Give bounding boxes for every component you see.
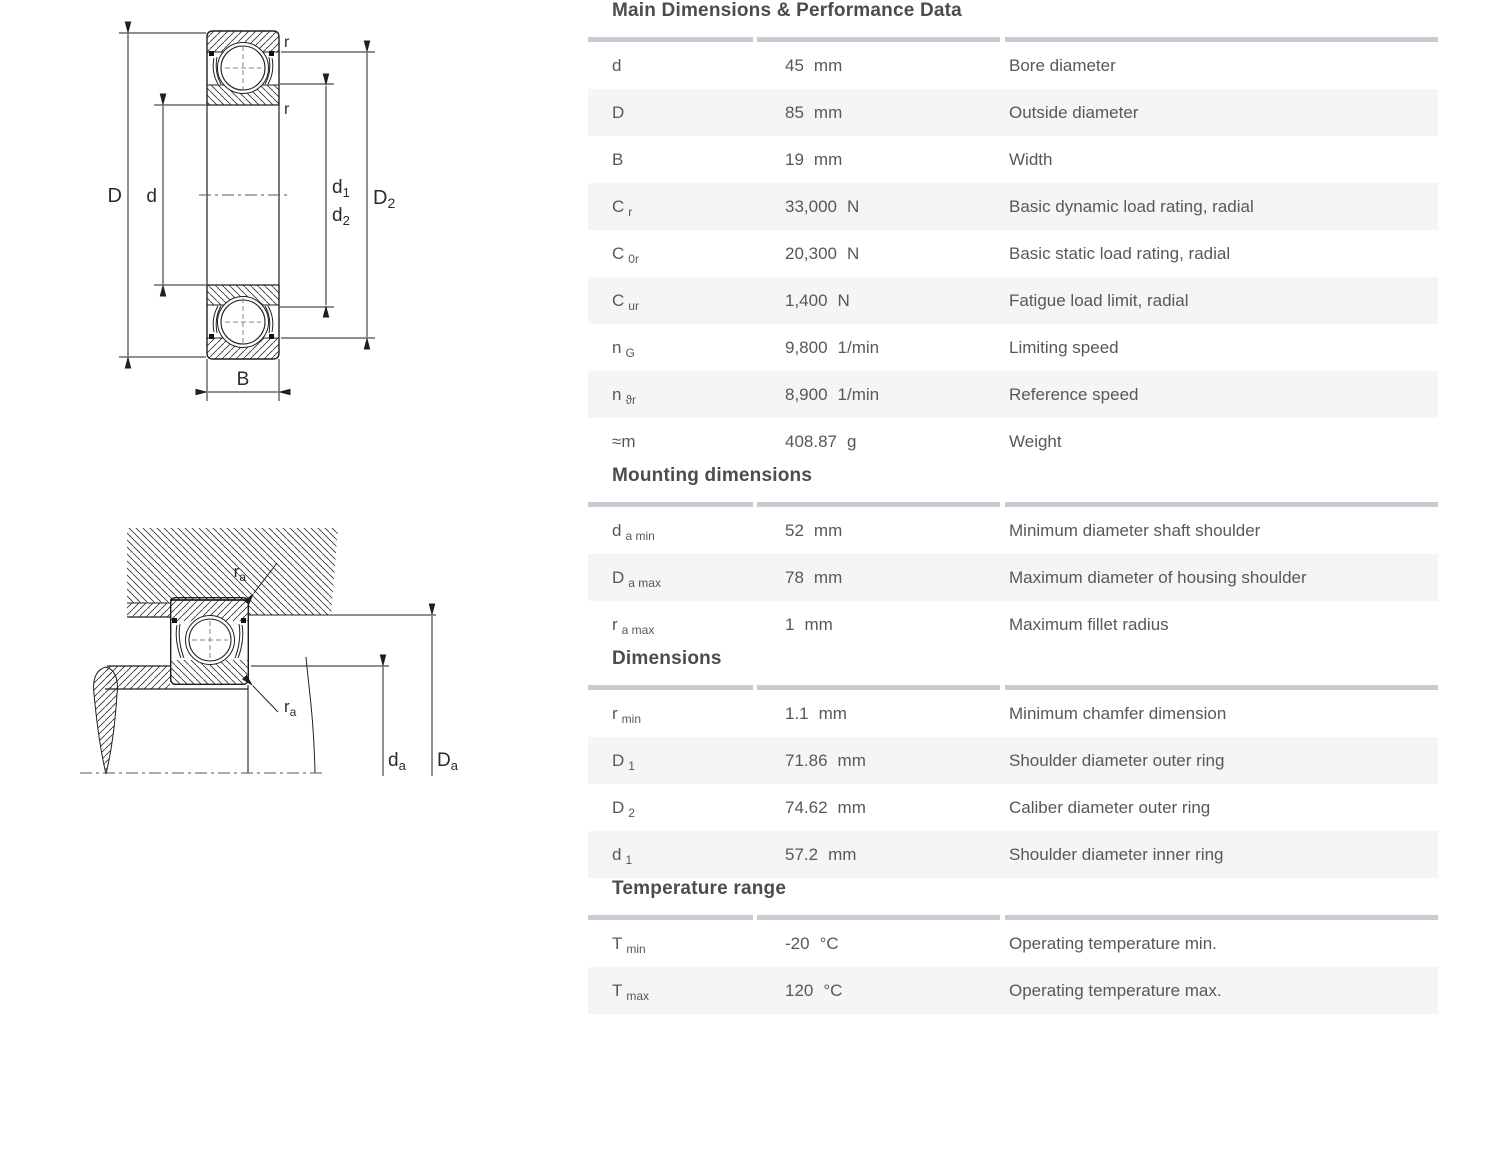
table-row-Cr	[588, 183, 1438, 230]
symbol-cell	[588, 338, 757, 358]
bearing-bottom-section	[207, 285, 279, 359]
symbol-subscript: 0r	[628, 251, 639, 266]
symbol-cell	[588, 385, 757, 405]
cross-section-drawing	[108, 31, 396, 401]
symbol: T	[612, 980, 623, 1000]
unit: N	[847, 243, 860, 263]
unit: 1/min	[837, 384, 880, 404]
dim-label-D2: $D_2$	[373, 187, 396, 211]
housing-ledge	[127, 603, 170, 617]
table-top-border	[588, 502, 1438, 507]
description: Operating temperature min.	[1009, 933, 1217, 953]
symbol: D	[612, 567, 625, 587]
shield-anchor	[241, 618, 246, 623]
symbol: d	[612, 844, 622, 864]
symbol-subscript: ur	[628, 298, 639, 313]
description: Limiting speed	[1009, 337, 1119, 357]
value: 57.2	[785, 844, 819, 864]
symbol: n	[612, 337, 622, 357]
symbol-subscript: r	[628, 204, 633, 219]
dimension-d	[154, 105, 206, 285]
value: 1.1	[785, 703, 809, 723]
table-row-Da-max	[588, 554, 1438, 601]
symbol-cell	[588, 291, 757, 311]
description: Maximum diameter of housing shoulder	[1009, 567, 1307, 587]
table-row-D	[588, 89, 1438, 136]
unit: mm	[813, 567, 843, 587]
description: Minimum chamfer dimension	[1009, 703, 1227, 723]
symbol-cell	[588, 432, 757, 452]
unit: mm	[813, 520, 843, 540]
description: Basic static load rating, radial	[1009, 243, 1231, 263]
value: 9,800	[785, 337, 828, 357]
value-cell	[757, 751, 1005, 771]
dim-label-ra-top: $r_a$	[233, 562, 246, 584]
value: 19	[785, 149, 804, 169]
table-top-border	[588, 915, 1438, 920]
dim-label-D: D	[107, 185, 122, 207]
value-cell	[757, 244, 1005, 264]
description: Maximum fillet radius	[1009, 614, 1169, 634]
symbol: C	[612, 290, 625, 310]
symbol: C	[612, 196, 625, 216]
symbol: D	[612, 797, 625, 817]
table-row-nG	[588, 324, 1438, 371]
table-row-ra-max	[588, 601, 1438, 648]
symbol: C	[612, 243, 625, 263]
symbol: D	[612, 102, 625, 122]
symbol: d	[612, 55, 622, 75]
datasheet-tables	[588, 0, 1438, 1014]
bearing-technical-drawings	[60, 15, 470, 805]
unit: mm	[813, 55, 843, 75]
table-row-B	[588, 136, 1438, 183]
symbol: ≈m	[612, 431, 636, 451]
table-row-d1	[588, 831, 1438, 878]
table-row-Tmax	[588, 967, 1438, 1014]
description: Outside diameter	[1009, 102, 1139, 122]
value-cell	[757, 291, 1005, 311]
symbol-cell	[588, 244, 757, 264]
symbol-subscript: a max	[628, 575, 661, 590]
description: Shoulder diameter outer ring	[1009, 750, 1225, 770]
value-cell	[757, 798, 1005, 818]
value-cell	[757, 845, 1005, 865]
dim-label-d: d	[146, 186, 157, 207]
description: Shoulder diameter inner ring	[1009, 844, 1224, 864]
dim-label-B: B	[236, 369, 250, 390]
symbol-subscript: 2	[628, 805, 635, 820]
unit: mm	[837, 750, 866, 770]
value: 52	[785, 520, 804, 540]
dim-label-ra-bottom: $r_a$	[284, 697, 297, 719]
table-top-border	[588, 685, 1438, 690]
symbol-cell	[588, 981, 757, 1001]
value-cell	[757, 197, 1005, 217]
unit: mm	[837, 797, 866, 817]
unit: mm	[813, 102, 843, 122]
description: Bore diameter	[1009, 55, 1116, 75]
symbol-cell	[588, 150, 757, 170]
symbol: T	[612, 933, 623, 953]
symbol-cell	[588, 521, 757, 541]
value: 78	[785, 567, 804, 587]
value: 1	[785, 614, 795, 634]
value-cell	[757, 385, 1005, 405]
dim-label-d1: $d_1$	[332, 177, 350, 200]
value: 1,400	[785, 290, 828, 310]
shaft-shoulder-curve	[306, 657, 315, 773]
symbol-cell	[588, 615, 757, 635]
symbol: d	[612, 520, 622, 540]
value: -20	[785, 933, 810, 953]
description: Weight	[1009, 431, 1062, 451]
symbol-subscript: a min	[625, 528, 655, 543]
dim-label-da: $d_a$	[388, 750, 406, 773]
symbol-cell	[588, 704, 757, 724]
unit: °C	[819, 933, 839, 953]
shield-anchor	[209, 51, 214, 56]
value-cell	[757, 103, 1005, 123]
value-cell	[757, 432, 1005, 452]
description: Operating temperature max.	[1009, 980, 1222, 1000]
symbol-cell	[588, 568, 757, 588]
value-cell	[757, 615, 1005, 635]
table-row-rmin	[588, 690, 1438, 737]
value-cell	[757, 56, 1005, 76]
unit: mm	[818, 703, 847, 723]
table-row-nthr	[588, 371, 1438, 418]
shield-anchor	[172, 618, 177, 623]
table-row-C0r	[588, 230, 1438, 277]
table-row-D2	[588, 784, 1438, 831]
symbol-subscript: 1	[625, 852, 633, 867]
unit: mm	[804, 614, 833, 634]
symbol-subscript: 1	[628, 758, 635, 773]
value: 8,900	[785, 384, 828, 404]
value-cell	[757, 704, 1005, 724]
value: 408.87	[785, 431, 837, 451]
description: Caliber diameter outer ring	[1009, 797, 1211, 817]
symbol: r	[612, 614, 618, 634]
value: 120	[785, 980, 814, 1000]
section-title-main-dimensions: Main Dimensions & Performance Data	[612, 0, 962, 21]
symbol-subscript: max	[626, 988, 650, 1003]
value-cell	[757, 981, 1005, 1001]
symbol-subscript: ϑr	[625, 392, 637, 407]
description: Fatigue load limit, radial	[1009, 290, 1189, 310]
table-row-mass	[588, 418, 1438, 465]
value: 71.86	[785, 750, 828, 770]
value-cell	[757, 568, 1005, 588]
table-row-D1	[588, 737, 1438, 784]
value: 33,000	[785, 196, 837, 216]
symbol-cell	[588, 798, 757, 818]
shield-anchor	[209, 334, 214, 339]
section-title-mounting-dimensions: Mounting dimensions	[612, 465, 813, 486]
value: 45	[785, 55, 804, 75]
table-row-Cur	[588, 277, 1438, 324]
value-cell	[757, 338, 1005, 358]
table-row-d	[588, 42, 1438, 89]
table-row-Tmin	[588, 920, 1438, 967]
bearing-top-section	[207, 31, 279, 105]
unit: 1/min	[837, 337, 880, 357]
symbol: n	[612, 384, 622, 404]
description: Minimum diameter shaft shoulder	[1009, 520, 1261, 540]
value: 85	[785, 102, 804, 122]
dim-label-d2: $d_2$	[332, 205, 350, 228]
value-cell	[757, 150, 1005, 170]
symbol-subscript: G	[625, 345, 635, 360]
symbol-subscript: min	[621, 711, 642, 726]
symbol-cell	[588, 934, 757, 954]
symbol-cell	[588, 845, 757, 865]
value-cell	[757, 521, 1005, 541]
section-title-dimensions: Dimensions	[612, 648, 722, 669]
dim-label-r-outer: r	[284, 34, 290, 51]
leader-ra-bottom	[253, 686, 278, 712]
symbol: D	[612, 750, 625, 770]
value: 74.62	[785, 797, 828, 817]
symbol-cell	[588, 103, 757, 123]
shield-anchor	[269, 51, 274, 56]
unit: mm	[813, 149, 843, 169]
shield-anchor	[269, 334, 274, 339]
description: Width	[1009, 149, 1053, 169]
dim-label-r-inner: r	[284, 101, 290, 118]
table-top-border	[588, 37, 1438, 42]
symbol-cell	[588, 56, 757, 76]
value: 20,300	[785, 243, 837, 263]
unit: g	[847, 431, 857, 451]
dim-label-Da: $D_a$	[437, 750, 458, 773]
unit: N	[837, 290, 850, 310]
mounted-bearing-section	[170, 597, 249, 685]
unit: mm	[828, 844, 857, 864]
symbol: B	[612, 149, 624, 169]
symbol-cell	[588, 197, 757, 217]
unit: °C	[823, 980, 843, 1000]
symbol-cell	[588, 751, 757, 771]
table-row-da-min	[588, 507, 1438, 554]
mounting-drawing	[80, 528, 459, 776]
symbol: r	[612, 703, 618, 723]
shaft-fillet-relief	[94, 667, 118, 774]
symbol-subscript: a max	[621, 622, 655, 637]
value-cell	[757, 934, 1005, 954]
unit: N	[847, 196, 860, 216]
section-title-temperature-range: Temperature range	[612, 878, 787, 899]
symbol-subscript: min	[626, 941, 646, 956]
dimension-D2	[281, 52, 375, 338]
description: Basic dynamic load rating, radial	[1009, 196, 1254, 216]
description: Reference speed	[1009, 384, 1139, 404]
